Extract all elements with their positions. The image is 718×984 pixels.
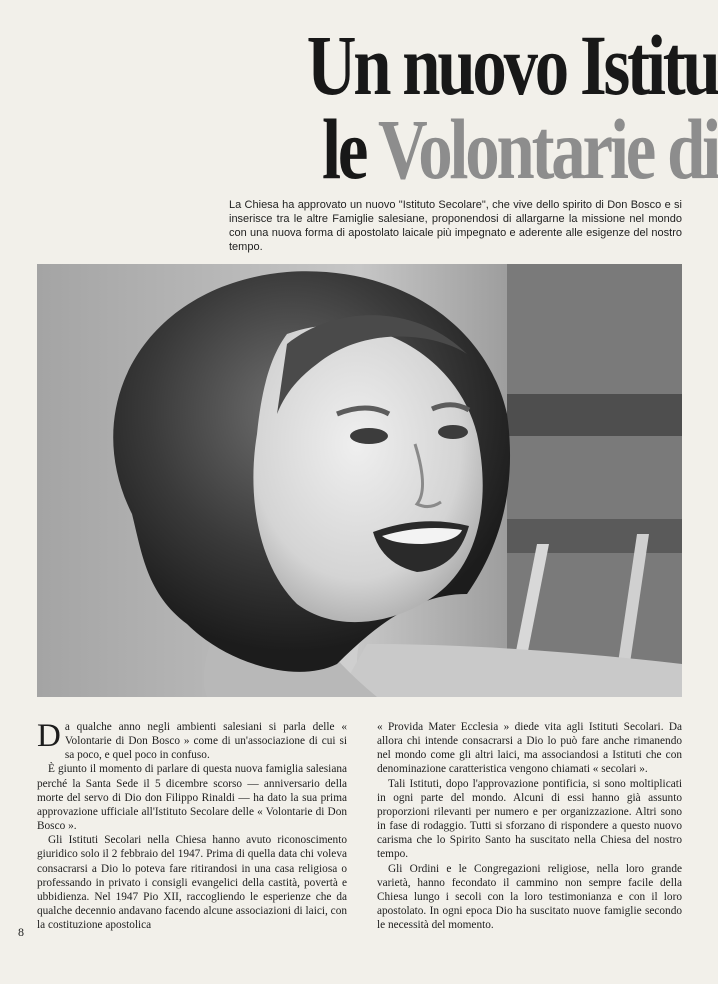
headline-line-2 xyxy=(321,101,718,197)
paragraph-6: Gli Ordini e le Congregazioni religiose, nella loro grande varietà, hanno fecondato il cammino non sempre facile della Chiesa lungo i secoli con la loro testimonianza e con il loro apostolato. In ogni epoca Dio ha suscitato nuove famiglie secondo le necessità del momento. xyxy=(377,862,682,932)
paragraph-4: « Provida Mater Ecclesia » diede vita agli Istituti Secolari. Da allora chi intende consacrarsi a Dio lo può fare anche rimanendo nel mondo come gli altri laici, ma associandosi a Istituti che con denominazione caratteristica vengono chiamati « secolari ». xyxy=(377,721,682,776)
lead-paragraph: La Chiesa ha approvato un nuovo "Istituto Secolare", che vive dello spirito di Don Bosco e si inserisce tra le altre Famiglie salesiane, proponendosi di allargarne la missione nel mondo con una nuova forma di apostolato laicale più impegnato e aderente alle esigenze del nostro tempo. xyxy=(229,199,682,253)
paragraph-1-text: a qualche anno negli ambienti salesiani si parla delle « Volontarie di Don Bosco » come di un'associazione di cui si sa poco, e quel poco in confuso. xyxy=(64,721,347,762)
paragraph-1 xyxy=(37,720,347,762)
headline-line-2-light: Volontarie di xyxy=(377,101,718,197)
paragraph-5: Tali Istituti, dopo l'approvazione pontificia, si sono moltiplicati in ogni parte del mondo. Alcuni di essi hanno già assunto proporzioni rilevanti per numero e per organizzazione. Altri sono in fase di rodaggio. Tutti si sforzano di rispondere a questo nuovo carisma che lo Spirito Santo ha suscitato nella Chiesa del nostro tempo. xyxy=(377,777,682,861)
page-number: 8 xyxy=(18,925,24,939)
article-column-left xyxy=(37,720,347,932)
drop-cap: D xyxy=(37,718,61,754)
portrait-photo xyxy=(37,264,682,697)
headline-line-2-dark: le xyxy=(321,101,378,197)
paragraph-2: È giunto il momento di parlare di questa nuova famiglia salesiana perché la Santa Sede il 5 dicembre scorso — anniversario della morte del servo di Dio don Filippo Rinaldi — ha dato la sua prima approvazione ufficiale all'Istituto Secolare delle « Volontarie di Don Bosco ». xyxy=(37,763,347,833)
article-column-right xyxy=(377,720,682,932)
headline-line-1: Un nuovo Istitu xyxy=(307,17,718,113)
paragraph-3: Gli Istituti Secolari nella Chiesa hanno avuto riconoscimento giuridico solo il 2 febbraio del 1947. Prima di quella data chi voleva consacrarsi a Dio lo poteva fare ritirandosi in una casa religiosa o professando in privato i consigli evangelici della castità, povertà e ubbidienza. Nel 1947 Pio XII, raccogliendo le esperienze che da qualche decennio andavano facendo alcune associazioni di laici, con la costituzione apostolica xyxy=(37,834,347,932)
portrait-illustration xyxy=(37,264,682,697)
